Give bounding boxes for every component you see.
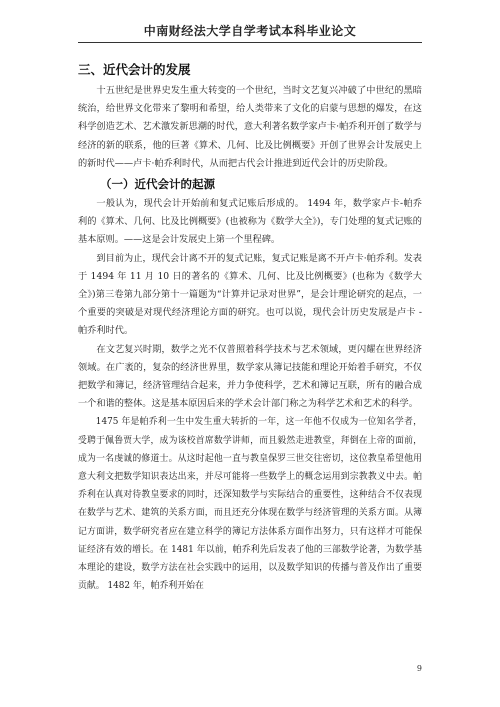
subsection-heading: （一）近代会计的起源 [100, 177, 215, 192]
page-number: 9 [416, 664, 422, 673]
body-paragraph: 一般认为，现代会计开始前和复式记账后形成的。 1494 年，数学家卢卡-帕乔利的《算术、几何、比及比例概要》(也被称为《数学大全》)，专门处理的复式记账的基本原则。——这是会计发展史上第一个里程碑。 [78, 198, 422, 246]
body-paragraph: 在文艺复兴时期，数学之光不仅普照着科学技术与艺术领域，更闪耀在世界经济领域。在广袤的，复杂的经济世界里，数学家从簿记技能和理论开始着手研究，不仅把数学和簿记，经济管理结合起来，并力争使科学，艺术和簿记互联，所有的融合成一个和谐的整体。这是基本原因后来的学术会计部门称之为科学艺术和艺术的科学。 [78, 343, 422, 410]
page-body [78, 60, 422, 595]
running-header: 中南财经法大学自学考试本科毕业论文 [143, 24, 357, 38]
header-rule [78, 42, 422, 43]
body-paragraph: 1475 年是帕乔利一生中发生重大转折的一年，这一年他不仅成为一位知名学者，受聘于佩鲁贾大学，成为该校首席数学讲师，而且毅然走进教堂，拜倒在上帝的面前，成为一名虔诚的修道士。从这时起他一直与教皇保罗三世交往密切，这位教皇希望他用意大利文把数学知识表达出来，并尽可能将一些数学上的概念运用到宗教教义中去。帕乔利在认真对待教皇要求的同时，还深知数学与实际结合的重要性，这种结合不仅表现在数学与艺术、建筑的关系方面，而且还充分体现在数学与经济管理的关系方面。从簿记方面讲，数学研究者应在建立科学的簿记方法体系方面作出努力，只有这样才可能保证经济有效的增长。在 1481 年以前，帕乔利先后发表了他的三部数学论著，为数学基本理论的建设，数学方法在社会实践中的运用，以及数学知识的传播与普及作出了重要贡献。 1482 年，帕乔利开始在 [78, 417, 422, 592]
section-heading: 三、近代会计的发展 [78, 62, 191, 77]
section-intro-paragraph: 十五世纪是世界史发生重大转变的一个世纪，当时文艺复兴冲破了中世纪的黑暗统治，给世界文化带来了黎明和希望，给人类带来了文化的启蒙与思想的爆发，在这科学创造艺术、艺术激发新思潮的时代，意大利著名数学家卢卡·帕乔利开创了数学与经济的新的联系，他的巨著《算术、几何、比及比例概要》开创了世界会计发展史上的新时代——卢卡·帕乔利时代，从而把古代会计推进到近代会计的历史阶段。 [78, 85, 422, 169]
body-paragraph: 到目前为止，现代会计离不开的复式记账，复式记账是离不开卢卡·帕乔利。发表于 1494 年 11 月 10 日的著名的《算术、几何、比及比例概要》(也称为《数学大全》)第三卷第九部分第十一篇题为“计算并记录对世界”，是会计理论研究的起点，一个重要的突破是对现代经济理论方面的研究。也可以说，现代会计历史发展是卢卡 - 帕乔利时代。 [78, 252, 422, 337]
